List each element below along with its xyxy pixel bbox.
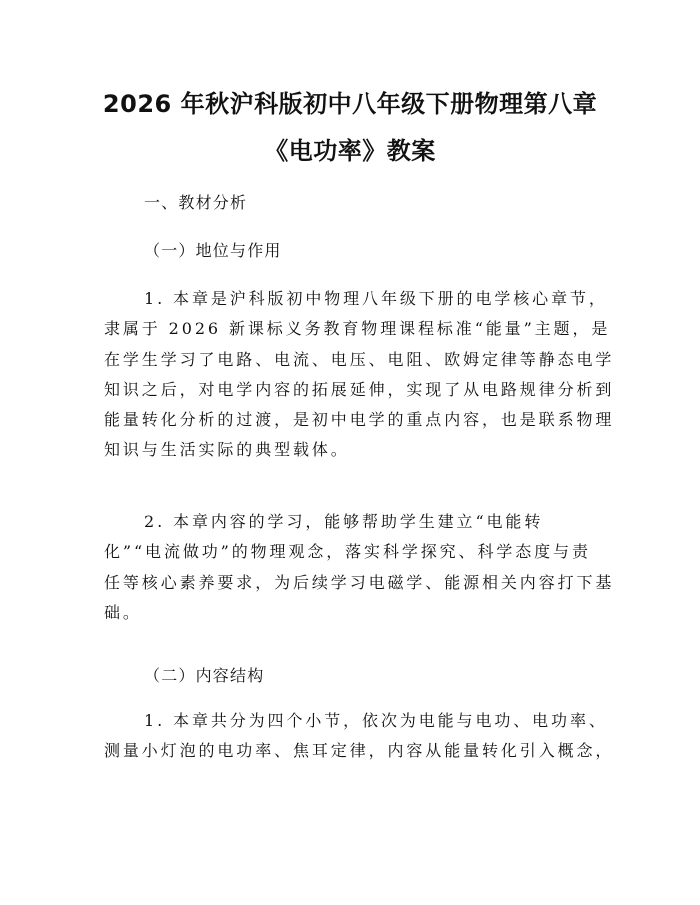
paragraph-line: 测量小灯泡的电功率、焦耳定律，内容从能量转化引入概念， [104, 741, 615, 761]
paragraph-line: 2. 本章内容的学习，能够帮助学生建立“电能转 [144, 512, 544, 531]
paragraph-position-1 [104, 284, 615, 466]
subsection-heading-content-structure: （二）内容结构 [144, 666, 265, 685]
section-heading-textbook-analysis: 一、教材分析 [144, 193, 248, 212]
paragraph-line: 能量转化分析的过渡，是初中电学的重点内容，也是联系物理 [104, 410, 615, 430]
paragraph-line: 知识之后，对电学内容的拓展延伸，实现了从电路规律分析到 [104, 379, 615, 399]
paragraph-structure-1 [104, 706, 615, 767]
paragraph-line: 1. 本章是沪科版初中物理八年级下册的电学核心章节， [144, 289, 608, 308]
paragraph-line: 任等核心素养要求，为后续学习电磁学、能源相关内容打下基 [104, 572, 615, 592]
paragraph-line: 在学生学习了电路、电流、电压、电阻、欧姆定律等静态电学 [104, 349, 615, 369]
paragraph-line: 础。 [104, 602, 142, 622]
document-title-line-1: 2026 年秋沪科版初中八年级下册物理第八章 [102, 90, 598, 118]
subsection-heading-position-role: （一）地位与作用 [144, 241, 282, 260]
document-title-line-2: 《电功率》教案 [264, 137, 436, 165]
paragraph-position-2 [104, 507, 615, 628]
paragraph-line: 知识与生活实际的典型载体。 [104, 440, 350, 460]
paragraph-line: 1. 本章共分为四个小节，依次为电能与电功、电功率、 [144, 711, 608, 730]
paragraph-line: 化”“电流做功”的物理观念，落实科学探究、科学态度与责 [104, 542, 591, 562]
paragraph-line: 隶属于 2026 新课标义务教育物理课程标准“能量”主题，是 [104, 319, 611, 339]
